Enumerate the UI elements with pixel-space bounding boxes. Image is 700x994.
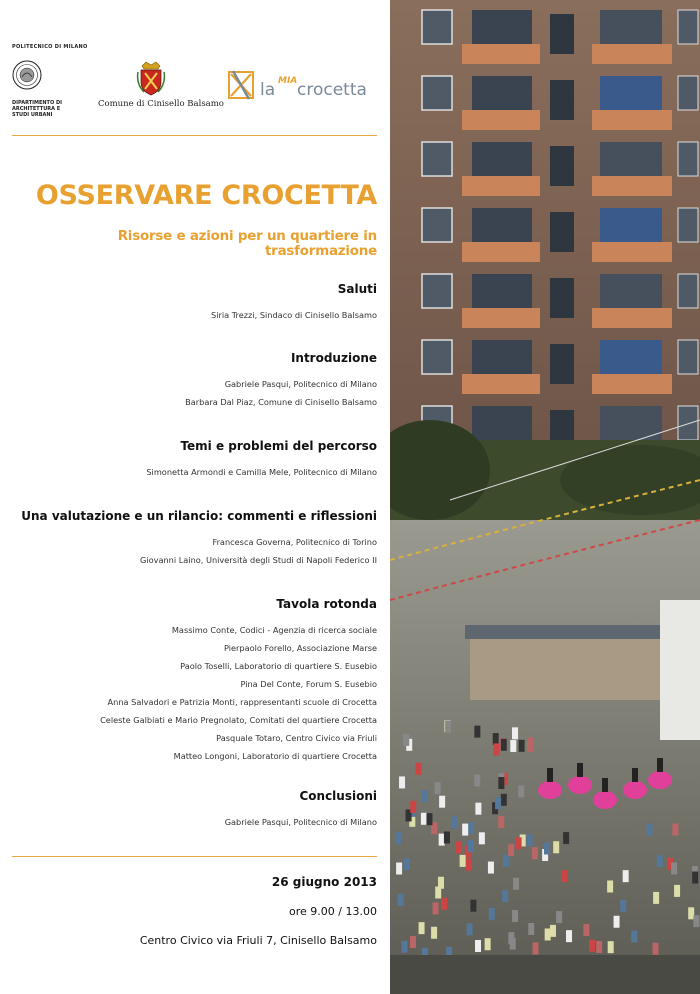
dancer: [593, 791, 617, 809]
person: [518, 785, 524, 797]
person: [439, 796, 445, 808]
person: [512, 910, 518, 922]
window: [422, 142, 452, 176]
person: [532, 847, 538, 859]
balcony: [592, 44, 672, 64]
balcony: [462, 176, 540, 196]
person: [410, 936, 416, 948]
person: [445, 721, 451, 733]
event-place: Centro Civico via Friuli 7, Cinisello Balsamo: [139, 934, 377, 947]
window: [678, 274, 698, 308]
polimi-seal-icon: [12, 60, 42, 90]
person: [435, 782, 441, 794]
person: [493, 733, 499, 745]
person: [501, 739, 507, 751]
window: [472, 142, 532, 176]
person: [455, 841, 461, 853]
logo-text-crocetta: crocetta: [297, 80, 367, 100]
window: [422, 208, 452, 242]
person: [526, 834, 532, 846]
logo-text-la: la: [260, 80, 276, 100]
person: [692, 872, 698, 884]
logo-text-mia: MIA: [278, 76, 298, 86]
department-label: [12, 100, 72, 118]
person: [528, 923, 534, 935]
person: [488, 862, 494, 874]
person: [410, 801, 416, 813]
person: [553, 841, 559, 853]
window: [422, 10, 452, 44]
person: [674, 885, 680, 897]
person: [485, 938, 491, 950]
person: [647, 824, 653, 836]
balcony: [462, 242, 540, 262]
person: [489, 908, 495, 920]
person: [475, 940, 481, 952]
window: [472, 340, 532, 374]
person: [688, 907, 694, 919]
person: [508, 844, 514, 856]
person: [495, 797, 501, 809]
person: [468, 840, 474, 852]
window: [678, 340, 698, 374]
dancer-body: [657, 758, 663, 772]
window: [550, 14, 574, 54]
window: [422, 274, 452, 308]
speaker-line: Simonetta Armondi e Camilla Mele, Politecnico di Milano: [146, 467, 377, 477]
person: [508, 932, 514, 944]
person: [563, 832, 569, 844]
section-conclusioni: [12, 789, 377, 831]
dancer-body: [602, 778, 608, 792]
dancer-body: [577, 763, 583, 777]
section-heading: Una valutazione e un rilancio: commenti e riflessioni: [21, 509, 377, 523]
window: [550, 278, 574, 318]
person: [404, 858, 410, 870]
section-heading: Introduzione: [290, 351, 377, 365]
balcony: [592, 308, 672, 328]
person: [401, 941, 407, 953]
person: [444, 832, 450, 844]
speaker-line: Giovanni Laino, Università degli Studi di Napoli Federico II: [139, 555, 377, 565]
window: [550, 344, 574, 384]
person: [398, 894, 404, 906]
speaker-line: Pina Del Conte, Forum S. Eusebio: [240, 679, 377, 689]
person: [502, 890, 508, 902]
polimi-label: POLITECNICO DI MILANO: [12, 44, 88, 50]
person: [474, 774, 480, 786]
window: [678, 142, 698, 176]
person: [671, 862, 677, 874]
dancer-body: [632, 768, 638, 782]
window: [472, 76, 532, 110]
window: [678, 76, 698, 110]
dancer: [568, 776, 592, 794]
person: [441, 898, 447, 910]
balcony: [592, 242, 672, 262]
person: [416, 763, 422, 775]
speaker-line: Anna Salvadori e Patrizia Monti, rappresentanti scuole di Crocetta: [107, 697, 377, 707]
balcony: [592, 110, 672, 130]
person: [467, 923, 473, 935]
person: [614, 916, 620, 928]
window: [600, 10, 662, 44]
window: [472, 10, 532, 44]
window: [422, 76, 452, 110]
dancer: [623, 781, 647, 799]
speaker-line: Gabriele Pasqui, Politecnico di Milano: [224, 817, 377, 827]
top-divider: [12, 135, 377, 136]
section-heading: Tavola rotonda: [276, 597, 377, 611]
person: [544, 842, 550, 854]
person: [631, 930, 637, 942]
person: [516, 837, 522, 849]
window: [550, 80, 574, 120]
person: [468, 822, 474, 834]
window: [550, 212, 574, 252]
person: [419, 922, 425, 934]
person: [399, 776, 405, 788]
section-introduzione: [12, 351, 377, 411]
window: [600, 340, 662, 374]
window: [600, 208, 662, 242]
neighbourhood-photo: [390, 0, 700, 994]
speaker-line: Massimo Conte, Codici - Agenzia di ricerca sociale: [171, 625, 377, 635]
person: [583, 924, 589, 936]
dancer: [648, 771, 672, 789]
window: [472, 274, 532, 308]
balcony: [462, 308, 540, 328]
poster-subtitle: Risorse e azioni per un quartiere in trasformazione: [117, 229, 377, 259]
speaker-line: Matteo Longoni, Laboratorio di quartiere Crocetta: [173, 751, 377, 761]
person: [460, 855, 466, 867]
poster-title: OSSERVARE CROCETTA: [35, 180, 377, 211]
person: [421, 790, 427, 802]
person: [512, 727, 518, 739]
speaker-line: Pasquale Totaro, Centro Civico via Friuli: [216, 733, 377, 743]
dept-line: DIPARTIMENTO DI: [12, 100, 62, 106]
event-time: ore 9.00 / 13.00: [289, 905, 377, 918]
dept-line: ARCHITETTURA E: [12, 106, 61, 112]
window: [600, 142, 662, 176]
balcony: [462, 110, 540, 130]
person: [439, 834, 445, 846]
person: [396, 863, 402, 875]
speaker-line: Gabriele Pasqui, Politecnico di Milano: [224, 379, 377, 389]
person: [566, 930, 572, 942]
person: [620, 900, 626, 912]
section-heading: Conclusioni: [299, 789, 377, 803]
event-date: 26 giugno 2013: [271, 875, 377, 889]
person: [470, 900, 476, 912]
person: [589, 940, 595, 952]
comune-name: Comune di Cinisello Balsamo: [98, 99, 224, 109]
person: [438, 877, 444, 889]
bottom-divider: [12, 856, 377, 857]
section-valutazione: [12, 509, 377, 569]
person: [607, 880, 613, 892]
person: [653, 892, 659, 904]
window: [678, 406, 698, 440]
section-heading: Saluti: [337, 282, 377, 296]
person: [501, 794, 507, 806]
person: [498, 777, 504, 789]
window: [550, 146, 574, 186]
person: [479, 832, 485, 844]
dancer-body: [547, 768, 553, 782]
person: [527, 740, 533, 752]
person: [433, 902, 439, 914]
person: [466, 859, 472, 871]
person: [510, 740, 516, 752]
window: [678, 208, 698, 242]
speaker-line: Pierpaolo Forello, Associazione Marse: [223, 643, 377, 653]
window: [600, 76, 662, 110]
person: [493, 743, 499, 755]
speaker-line: Barbara Dal Piaz, Comune di Cinisello Balsamo: [185, 397, 377, 407]
balcony: [462, 44, 540, 64]
person: [475, 803, 481, 815]
balcony: [592, 374, 672, 394]
person: [395, 832, 401, 844]
person: [498, 816, 504, 828]
person: [672, 823, 678, 835]
person: [596, 941, 602, 953]
person: [426, 813, 432, 825]
person: [556, 911, 562, 923]
speaker-line: Francesca Governa, Politecnico di Torino: [212, 537, 377, 547]
person: [550, 925, 556, 937]
person: [561, 870, 567, 882]
person: [421, 813, 427, 825]
section-temi: [12, 439, 377, 481]
balcony: [462, 374, 540, 394]
lamiacrocetta-logo: [228, 68, 373, 102]
person: [623, 870, 629, 882]
person: [474, 726, 480, 738]
dept-line: STUDI URBANI: [12, 112, 53, 118]
person: [533, 942, 539, 954]
person: [653, 943, 659, 955]
window: [678, 10, 698, 44]
section-saluti: [12, 282, 377, 324]
person: [693, 915, 699, 927]
person: [513, 878, 519, 890]
person: [519, 740, 525, 752]
person: [462, 824, 468, 836]
person: [503, 855, 509, 867]
window: [422, 340, 452, 374]
window: [472, 208, 532, 242]
person: [545, 928, 551, 940]
speaker-line: Paolo Toselli, Laboratorio di quartiere S. Eusebio: [180, 661, 377, 671]
speaker-line: Celeste Galbiati e Mario Pregnolato, Comitati del quartiere Crocetta: [100, 715, 377, 725]
section-tavola-rotonda: [12, 597, 377, 765]
window: [600, 274, 662, 308]
balcony: [592, 176, 672, 196]
person: [452, 816, 458, 828]
person: [657, 855, 663, 867]
window: [472, 406, 532, 440]
section-heading: Temi e problemi del percorso: [180, 439, 377, 453]
person: [431, 927, 437, 939]
comune-crest-icon: [136, 60, 166, 96]
dancer: [538, 781, 562, 799]
person: [403, 734, 409, 746]
person: [608, 941, 614, 953]
speaker-line: Siria Trezzi, Sindaco di Cinisello Balsamo: [211, 310, 377, 320]
